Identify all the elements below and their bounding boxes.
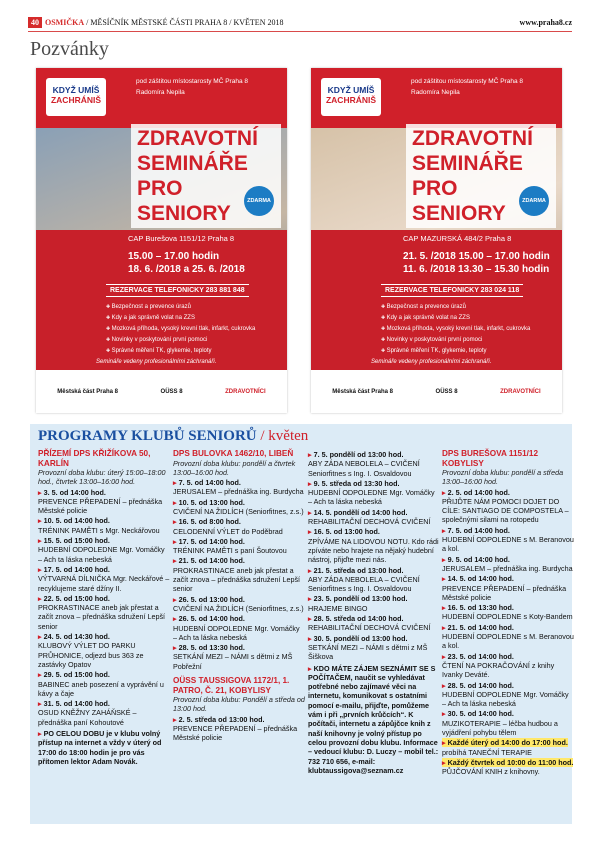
event-desc: KLUBOVÝ VÝLET DO PARKU PRŮHONICE, odjezd bus 363 ze zastávky Opatov	[38, 641, 144, 669]
event-desc: PŮJČOVÁNÍ KNIH z knihovny.	[442, 767, 540, 777]
event-desc: HUDEBNÍ ODPOLEDNE s Koty-Bandem	[442, 612, 573, 622]
event-desc: probíhá TANEČNÍ TERAPIE	[442, 747, 532, 757]
club-taussigova	[308, 449, 440, 775]
club-hours: Provozní doba klubu: Pondělí a středa od 13:00 hod.	[173, 695, 305, 714]
kdyz-umis-logo: KDYŽ UMÍŠ ZACHRÁNIŠ	[46, 78, 106, 116]
event-date: ▸ Každý čtvrtek od 10:00 do 11:00 hod.	[442, 758, 573, 767]
event-desc: BABINEC aneb posezení a vyprávění u kávy a čaje	[38, 679, 164, 698]
page-number: 40	[28, 17, 42, 28]
event-date: ▸ 14. 5. od 14:00 hod.	[442, 574, 514, 583]
event-item	[173, 715, 305, 743]
event-desc: HRAJEME BINGO	[308, 603, 368, 613]
event-item	[308, 594, 440, 613]
event-date: ▸ 31. 5. od 14:00 hod.	[38, 699, 110, 708]
event-item	[173, 537, 305, 556]
event-item	[442, 681, 574, 709]
zdravotnici-logo: ZDRAVOTNÍCI	[225, 388, 266, 395]
event-date: ▸ 16. 5. od 13:00 hod.	[308, 527, 380, 536]
event-date: ▸ 21. 5. od 14:00 hod.	[442, 623, 514, 632]
event-date: ▸ Každé úterý od 14:00 do 17:00 hod.	[442, 738, 568, 747]
event-date: ▸ 28. 5. středa od 14:00 hod.	[308, 614, 404, 623]
event-desc: HUDEBNÍ ODPOLEDNE Mgr. Vomáčky – Ach ta láska nebeská	[173, 623, 300, 642]
event-date: ▸ 2. 5. od 14:00 hod.	[442, 488, 510, 497]
event-item	[38, 632, 170, 669]
free-badge: ZDARMA	[244, 186, 274, 216]
event-date: ▸ 21. 5. středa od 13:00 hod.	[308, 566, 404, 575]
event-date: ▸ 14. 5. pondělí od 14:00 hod.	[308, 508, 407, 517]
event-item	[442, 574, 574, 602]
magazine-name: OSMIČKA	[45, 18, 85, 27]
seminar-poster	[36, 68, 287, 413]
event-date: ▸ 3. 5. od 14:00 hod.	[38, 488, 106, 497]
club-karlin	[38, 449, 170, 766]
zdravotnici-logo: ZDRAVOTNÍCI	[500, 388, 541, 395]
club-hours: Provozní doba klubu: pondělí a čtvrtek 13:00–16:00 hod.	[173, 458, 296, 477]
event-date: ▸ 26. 5. od 14:00 hod.	[173, 614, 245, 623]
event-desc: CVIČENÍ NA ŽIDLÍCH (Seniorfitnes, z.s.)	[173, 506, 304, 516]
event-desc: JERUSALEM – přednáška ing. Burdycha	[442, 563, 573, 573]
poster-footnote: Semináře vedeny profesionálními záchranáři.	[96, 359, 217, 365]
event-item	[442, 488, 574, 525]
poster-dates: 15.00 – 17.00 hodin 18. 6. /2018 a 25. 6. /2018	[128, 251, 245, 275]
event-desc: PREVENCE PŘEPADENÍ – přednáška Městské policie	[173, 723, 298, 743]
free-badge: ZDARMA	[519, 186, 549, 216]
event-item	[38, 488, 170, 516]
event-desc: HUDEBNÍ ODPOLEDNE Mgr. Vomáčky – Ach ta láska nebeská	[38, 545, 165, 564]
event-desc: CELODENNÍ VÝLET do Poděbrad	[173, 526, 283, 536]
event-date: ▸ 28. 5. od 13:30 hod.	[173, 643, 245, 652]
event-date: ▸ 9. 5. středa od 13:30 hod.	[308, 479, 400, 488]
event-item	[308, 566, 440, 594]
event-desc: PŘIJĎTE NÁM POMOCI DOJET DO CÍLE: SANTIAGO DE COMPOSTELA – společnými silami na rotopedu	[442, 496, 569, 525]
event-desc: PROKRASTINACE aneb jak přestat a začít znova – přednáška sdružení Lepší senior	[38, 603, 166, 631]
section-title: Pozvánky	[30, 38, 109, 60]
event-date: ▸ 2. 5. středa od 13:00 hod.	[173, 715, 265, 724]
poster-address: CAP MAZURSKÁ 484/2 Praha 8	[403, 234, 512, 243]
poster-bullet: ✚ Bezpečnost a prevence úrazů	[381, 302, 530, 313]
event-date: ▸ 23. 5. pondělí od 13:00 hod.	[308, 594, 407, 603]
event-date: ▸ 16. 5. od 8:00 hod.	[173, 517, 241, 526]
poster-footnote: Semináře vedeny profesionálními záchranáři.	[371, 359, 492, 365]
event-date: ▸ 10. 5. od 13:00 hod.	[173, 498, 245, 507]
event-desc: OSUD KNĚŽNY ZAHÁŇSKÉ – přednáška paní Kohoutové	[38, 708, 137, 727]
event-item	[38, 670, 170, 698]
event-date: ▸ 21. 5. od 14:00 hod.	[173, 556, 245, 565]
poster-bullet: ✚ Správné měření TK, glykemie, teploty	[381, 346, 530, 357]
event-item	[38, 536, 170, 564]
event-item	[442, 526, 574, 554]
kdyz-umis-logo: KDYŽ UMÍŠ ZACHRÁNIŠ	[321, 78, 381, 116]
event-date: ▸ 28. 5. od 14:00 hod.	[442, 681, 514, 690]
magazine-subtitle: / MĚSÍČNÍK MĚSTSKÉ ČÁSTI PRAHA 8 / KVĚTEN 2018	[86, 18, 284, 27]
praha8-logo: Městská část Praha 8	[57, 388, 118, 395]
reservation-phone: REZERVACE TELEFONICKY 283 881 848	[106, 284, 249, 297]
poster-bullet: ✚ Kdy a jak správně volat na ZZS	[106, 313, 255, 324]
event-item	[442, 652, 574, 680]
patronage: pod záštitou místostarosty MČ Praha 8 Radomíra Nepila	[411, 78, 523, 96]
event-date: ▸ 30. 5. od 14:00 hod.	[442, 709, 514, 718]
event-date: ▸ 9. 5. od 14:00 hod.	[442, 555, 510, 564]
event-item	[173, 556, 305, 593]
event-item	[308, 450, 440, 478]
event-desc: PROKRASTINACE aneb jak přestat a začít znova – přednáška sdružení Lepší senior	[173, 565, 301, 594]
poster-bullet: ✚ Mozková příhoda, vysoký krevní tlak, infarkt, cukrovka	[381, 324, 530, 335]
event-item	[173, 517, 305, 536]
club-buresova	[442, 449, 574, 777]
event-item	[173, 498, 305, 517]
poster-dates: 21. 5. /2018 15.00 – 17.00 hodin 11. 6. /2018 13.30 – 15.30 hodin	[403, 251, 550, 275]
event-item	[442, 623, 574, 651]
event-desc: HUDEBNÍ ODPOLEDNE s M. Beranovou a kol.	[442, 535, 574, 554]
event-desc: ČTENÍ NA POKRAČOVÁNÍ z knihy Ivanky Deváté.	[442, 660, 555, 680]
programs-box	[30, 424, 572, 824]
event-date: ▸ 7. 5. od 14:00 hod.	[442, 526, 510, 535]
event-desc: CVIČENÍ NA ŽIDLÍCH (Seniorfitnes, z.s.)	[173, 603, 304, 613]
event-date: ▸ 30. 5. pondělí od 13:00 hod.	[308, 634, 407, 643]
event-item	[38, 594, 170, 631]
event-date: ▸ 7. 5. pondělí od 13:00 hod.	[308, 450, 403, 459]
club-note: ▸ KDO MÁTE ZÁJEM SEZNÁMIT SE S POČÍTAČEM, naučit se vyhledávat potřebné nebo zajímavé věci na internetu, komunikovat s ostatními pomocí e-mailu, přijďte, pomůžeme vám i při „prvních krůčcích“. K počítači, internetu a zápůjčce knih z naší knihovny je volný přístup po celou provozní dobu klubu. Informace – vedoucí klubu: D. Luczy – mobil tel.: 732 710 656, e-mail: klubtaussigova@seznam.cz	[308, 664, 440, 776]
event-date: ▸ 15. 5. od 15:00 hod.	[38, 536, 110, 545]
event-desc: SETKÁNÍ MEZI – NÁMI s dětmi z MŠ Šiškova	[308, 642, 428, 662]
poster-bullet: ✚ Mozková příhoda, vysoký krevní tlak, infarkt, cukrovka	[106, 324, 255, 335]
poster-title: ZDRAVOTNÍ SEMINÁŘE PRO SENIORY	[406, 124, 556, 228]
poster-bullet: ✚ Novinky v poskytování první pomoci	[106, 335, 255, 346]
club-title: DPS BULOVKA 1462/10, LIBEŇ	[173, 449, 294, 458]
event-desc: HUDEBNÍ ODPOLEDNE s M. Beranovou a kol.	[442, 632, 574, 651]
event-desc: TRÉNINK PAMĚTI s paní Šoutovou	[173, 546, 287, 556]
event-desc: ABY ZÁDA NEBOLELA – CVIČENÍ Seniorfitnes s Ing. I. Osvaldovou	[308, 574, 420, 594]
event-item	[442, 709, 574, 737]
poster-title: ZDRAVOTNÍ SEMINÁŘE PRO SENIORY	[131, 124, 281, 228]
event-item	[38, 565, 170, 593]
poster-address: CAP Burešova 1151/12 Praha 8	[128, 234, 235, 243]
club-liben	[173, 449, 305, 743]
poster-bullets	[106, 302, 255, 357]
event-item	[308, 634, 440, 662]
event-desc: HUDEBNÍ ODPOLEDNE Mgr. Vomáčky – Ach ta láska nebeská	[308, 488, 435, 507]
event-desc: TRÉNINK PAMĚTI s Mgr. Neckářovou	[38, 525, 160, 535]
event-item	[173, 478, 305, 497]
event-desc: ZPÍVÁME NA LIDOVOU NOTU. Kdo rádi zpíváte nebo hrajete na nějaký hudební nástroj, přijďte mezi nás.	[308, 536, 439, 565]
event-date: ▸ 7. 5. od 14:00 hod.	[173, 478, 241, 487]
club-title: PŘÍZEMÍ DPS KŘIŽÍKOVA 50, KARLÍN	[38, 449, 151, 468]
event-item	[308, 614, 440, 633]
club-hours: Provozní doba klubu: úterý 15:00–18:00 hod., čtvrtek 13:00–16:00 hod.	[38, 468, 166, 487]
event-date: ▸ 10. 5. od 14:00 hod.	[38, 516, 110, 525]
event-item	[38, 516, 170, 535]
event-desc: HUDEBNÍ ODPOLEDNE Mgr. Vomáčky – Ach ta láska nebeská	[442, 689, 569, 709]
event-item	[38, 699, 170, 727]
event-item	[173, 595, 305, 614]
poster-bullets	[381, 302, 530, 357]
reservation-phone: REZERVACE TELEFONICKY 283 024 118	[381, 284, 523, 297]
event-date: ▸ 23. 5. od 14:00 hod.	[442, 652, 514, 661]
club-title: OÜSS TAUSSIGOVA 1172/1, 1. PATRO, Č. 21, KOBYLISY	[173, 676, 290, 695]
event-desc: PREVENCE PŘEPADENÍ – přednáška Městské policie	[38, 496, 163, 516]
poster-bullet: ✚ Novinky v poskytování první pomoci	[381, 335, 530, 346]
patronage: pod záštitou místostarosty MČ Praha 8 Radomíra Nepila	[136, 78, 248, 96]
club-hours: Provozní doba klubu: pondělí a středa 13:00–16:00 hod.	[442, 468, 564, 487]
event-date: ▸ 29. 5. od 15:00 hod.	[38, 670, 110, 679]
praha8-logo: Městská část Praha 8	[332, 388, 393, 395]
event-item	[308, 527, 440, 564]
event-item	[173, 643, 305, 671]
club-title: DPS BUREŠOVA 1151/12 KOBYLISY	[442, 449, 539, 468]
event-date: ▸ 17. 5. od 14:00 hod.	[38, 565, 110, 574]
programs-heading: PROGRAMY KLUBŮ SENIORŮ / květen	[38, 428, 309, 444]
event-date: ▸ 17. 5. od 14:00 hod.	[173, 537, 245, 546]
page-header	[28, 18, 572, 32]
seminar-poster	[311, 68, 562, 413]
event-desc: PREVENCE PŘEPADENÍ – přednáška Městské policie	[442, 583, 567, 602]
event-item	[308, 479, 440, 507]
event-desc: ABY ZÁDA NEBOLELA – CVIČENÍ Seniorfitnes s Ing. I. Osvaldovou	[308, 459, 420, 478]
event-desc: JERUSALEM – přednáška ing. Burdycha	[173, 487, 304, 497]
event-item	[442, 555, 574, 574]
ouss-logo: OÜSS 8	[160, 388, 183, 395]
event-date: ▸ 24. 5. od 14:30 hod.	[38, 632, 110, 641]
poster-bullet: ✚ Správné měření TK, glykemie, teploty	[106, 346, 255, 357]
event-desc: VÝTVARNÁ DÍLNIČKA Mgr. Neckářové – recyklujeme staré džíny II.	[38, 574, 170, 593]
event-desc: REHABILITAČNÍ DECHOVÁ CVIČENÍ	[308, 623, 431, 633]
ouss-logo: OÜSS 8	[435, 388, 458, 395]
poster-bullet: ✚ Kdy a jak správně volat na ZZS	[381, 313, 530, 324]
event-item	[308, 508, 440, 527]
event-desc: REHABILITAČNÍ DECHOVÁ CVIČENÍ	[308, 517, 431, 527]
event-date: ▸ 22. 5. od 15:00 hod.	[38, 594, 110, 603]
event-desc: MUZIKOTERAPIE – léčba hudbou a vyjádření pohybu tělem	[442, 718, 558, 738]
poster-bullet: ✚ Bezpečnost a prevence úrazů	[106, 302, 255, 313]
website-link[interactable]: www.praha8.cz	[519, 18, 572, 27]
event-item	[173, 614, 305, 642]
event-desc: SETKÁNÍ MEZI – NÁMI s dětmi z MŠ Pobřežní	[173, 652, 293, 671]
event-item	[442, 603, 574, 622]
event-date: ▸ 26. 5. od 13:00 hod.	[173, 595, 245, 604]
event-date: ▸ 16. 5. od 13:30 hod.	[442, 603, 514, 612]
club-note: ▸ PO CELOU DOBU je v klubu volný přístup na internet a vždy v úterý od 17:00 do 18:00 hodin je pro vás přítomen lektor Adam Novák.	[38, 729, 170, 766]
